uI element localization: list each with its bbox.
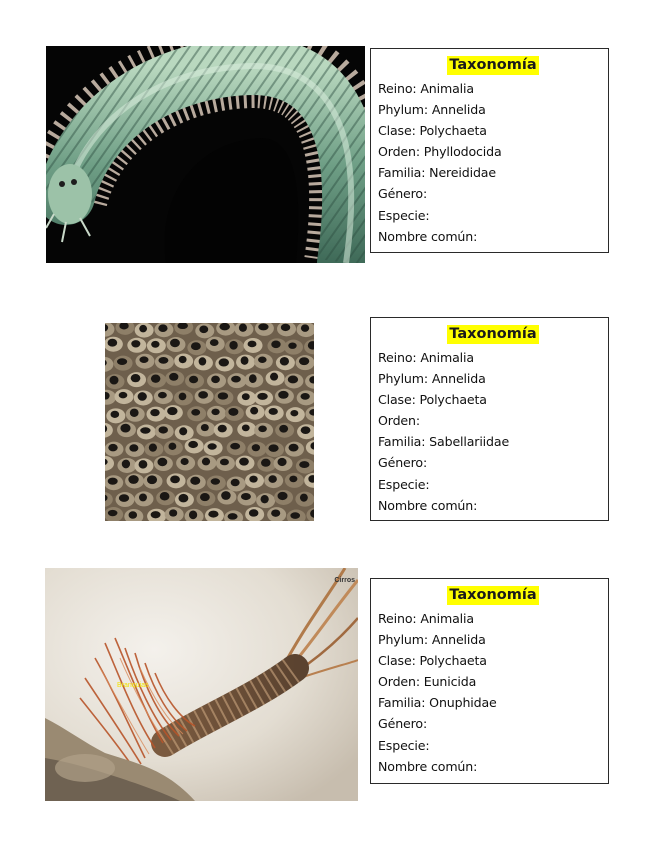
taxonomy-nombre-comun: Nombre común: — [378, 497, 478, 513]
taxonomy-title: Taxonomía — [449, 57, 537, 73]
taxonomy-genero: Género: — [378, 186, 428, 202]
taxonomy-especie: Especie: — [378, 207, 430, 223]
taxonomy-especie: Especie: — [378, 476, 430, 492]
taxonomy-orden: Orden: Phyllodocida — [378, 144, 502, 160]
onuphid-worm-photo — [45, 568, 358, 801]
cirros-label: Cirros — [334, 577, 355, 584]
taxonomy-genero: Género: — [378, 455, 428, 471]
taxonomy-title: Taxonomía — [449, 326, 537, 342]
branquias-label: Branquias — [117, 682, 149, 689]
taxonomy-card-1 — [370, 48, 609, 253]
taxonomy-familia: Familia: Sabellariidae — [378, 434, 510, 450]
taxonomy-orden: Orden: Eunicida — [378, 674, 477, 690]
taxonomy-clase: Clase: Polychaeta — [378, 123, 487, 139]
taxonomy-clase: Clase: Polychaeta — [378, 653, 487, 669]
taxonomy-title: Taxonomía — [449, 587, 537, 603]
taxonomy-nombre-comun: Nombre común: — [378, 758, 478, 774]
taxonomy-phylum: Phylum: Annelida — [378, 632, 486, 648]
taxonomy-familia: Familia: Onuphidae — [378, 695, 497, 711]
nereid-worm-photo — [46, 46, 365, 263]
taxonomy-orden: Orden: — [378, 413, 420, 429]
taxonomy-card-3 — [370, 578, 609, 784]
taxonomy-phylum: Phylum: Annelida — [378, 371, 486, 387]
taxonomy-reino: Reino: Animalia — [378, 81, 474, 96]
taxonomy-familia: Familia: Nereididae — [378, 165, 496, 181]
taxonomy-reino: Reino: Animalia — [378, 611, 474, 626]
taxonomy-clase: Clase: Polychaeta — [378, 392, 487, 408]
taxonomy-nombre-comun: Nombre común: — [378, 228, 478, 244]
taxonomy-especie: Especie: — [378, 737, 430, 753]
taxonomy-genero: Género: — [378, 716, 428, 732]
sabellariid-reef-photo — [105, 323, 314, 521]
taxonomy-card-2 — [370, 317, 609, 521]
taxonomy-phylum: Phylum: Annelida — [378, 102, 486, 118]
taxonomy-reino: Reino: Animalia — [378, 350, 474, 365]
